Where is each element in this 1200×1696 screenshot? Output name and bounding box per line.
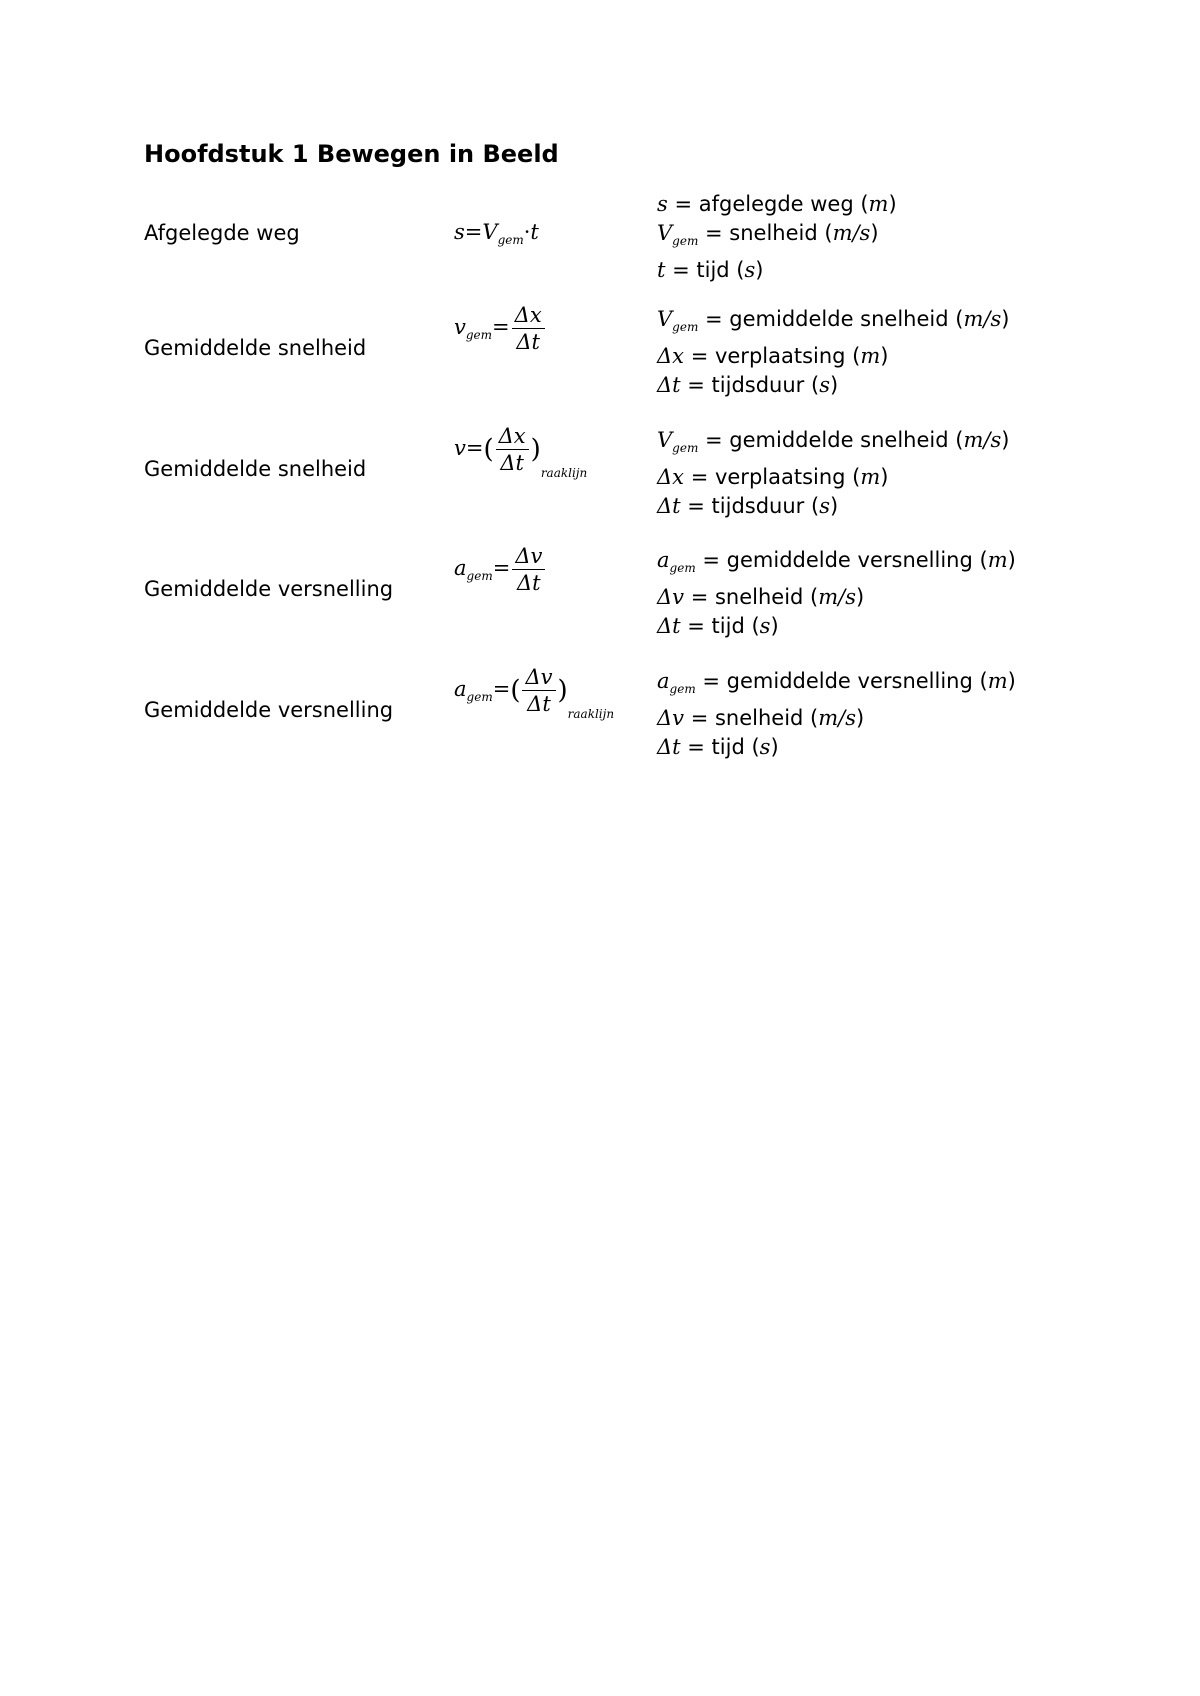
row-label: Afgelegde weg — [144, 221, 300, 245]
definition-item — [657, 371, 1009, 400]
def-subscript: gem — [669, 561, 696, 575]
def-close: ) — [888, 192, 897, 216]
formula — [454, 544, 547, 595]
formula-fraction — [496, 424, 529, 475]
def-unit: s — [759, 614, 771, 638]
def-close: ) — [856, 706, 865, 730]
def-close: ) — [1001, 428, 1010, 452]
formula-equals: = — [464, 220, 483, 244]
def-unit: s — [759, 735, 771, 759]
definition-list — [657, 190, 897, 285]
def-symbol: Δv — [657, 585, 685, 609]
definition-item — [657, 342, 1009, 371]
def-unit: s — [819, 494, 830, 518]
def-text: = tijd ( — [680, 735, 760, 759]
definition-item — [657, 704, 1016, 733]
def-symbol: s — [657, 192, 668, 216]
def-close: ) — [755, 258, 764, 282]
definition-item — [657, 305, 1009, 342]
def-symbol: Δt — [657, 494, 681, 518]
formula-lhs: v — [454, 436, 466, 460]
row-label: Gemiddelde snelheid — [144, 336, 367, 360]
def-text: = snelheid ( — [684, 706, 819, 730]
formula-fraction — [512, 544, 545, 595]
def-unit: m — [860, 344, 881, 368]
formula-raaklijn-subscript: raaklijn — [540, 466, 588, 480]
def-unit: m/s — [818, 585, 857, 609]
def-text: = tijdsduur ( — [680, 373, 820, 397]
def-close: ) — [829, 373, 839, 397]
formula-subscript: gem — [466, 690, 493, 704]
def-close: ) — [770, 735, 779, 759]
row-label: Gemiddelde versnelling — [144, 577, 394, 601]
def-unit: s — [744, 258, 756, 282]
formula-subscript: gem — [497, 233, 524, 247]
def-text: = gemiddelde snelheid ( — [698, 307, 964, 331]
formula-close-paren: ) — [530, 434, 541, 465]
definition-list — [657, 305, 1009, 400]
def-text: = gemiddelde versnelling ( — [695, 669, 988, 693]
formula-dot: · — [523, 220, 531, 244]
def-unit: m — [868, 192, 889, 216]
def-symbol: V — [657, 428, 673, 452]
def-symbol: Δt — [657, 735, 681, 759]
def-symbol: a — [657, 548, 670, 572]
formula — [454, 424, 587, 480]
definition-item — [657, 492, 1009, 521]
def-symbol: t — [657, 258, 666, 282]
definition-item — [657, 190, 897, 219]
def-symbol: Δv — [657, 706, 685, 730]
fraction-numerator: Δx — [512, 303, 545, 329]
def-unit: m/s — [963, 307, 1002, 331]
def-text: = tijdsduur ( — [680, 494, 820, 518]
formula-subscript: gem — [465, 328, 493, 342]
definition-item — [657, 667, 1016, 704]
def-close: ) — [856, 585, 865, 609]
def-unit: m — [987, 669, 1008, 693]
definition-item — [657, 612, 1016, 641]
def-subscript: gem — [669, 682, 696, 696]
def-unit: m/s — [963, 428, 1002, 452]
formula-subscript: gem — [466, 569, 493, 583]
row-label: Gemiddelde versnelling — [144, 698, 394, 722]
def-text: = tijd ( — [665, 258, 745, 282]
def-subscript: gem — [672, 320, 699, 334]
formula-symbol: t — [530, 220, 539, 244]
def-symbol: V — [657, 221, 673, 245]
def-symbol: Δx — [657, 465, 685, 489]
formula-lhs: v — [454, 315, 466, 339]
definition-item — [657, 583, 1016, 612]
def-text: = gemiddelde versnelling ( — [695, 548, 988, 572]
page-title: Hoofdstuk 1 Bewegen in Beeld — [144, 140, 559, 168]
def-text: = tijd ( — [680, 614, 760, 638]
fraction-numerator: Δv — [522, 665, 555, 691]
definition-item — [657, 463, 1009, 492]
def-text: = gemiddelde snelheid ( — [698, 428, 964, 452]
def-text: = snelheid ( — [684, 585, 819, 609]
formula-equals: = — [492, 315, 510, 339]
formula — [454, 665, 614, 721]
def-symbol: Δt — [657, 373, 681, 397]
definition-list — [657, 426, 1009, 521]
formula-close-paren: ) — [557, 675, 568, 706]
formula — [454, 220, 539, 247]
formula-equals: = — [492, 556, 511, 580]
formula-open-paren: ( — [483, 434, 494, 465]
def-text: = snelheid ( — [698, 221, 833, 245]
formula-fraction — [522, 665, 555, 716]
formula-lhs: a — [454, 677, 467, 701]
def-symbol: Δt — [657, 614, 681, 638]
formula-raaklijn-subscript: raaklijn — [567, 707, 615, 721]
formula-fraction — [512, 303, 545, 354]
formula-equals: = — [465, 436, 484, 460]
def-text: = verplaatsing ( — [684, 465, 861, 489]
fraction-numerator: Δv — [512, 544, 545, 570]
definition-item — [657, 219, 897, 256]
def-close: ) — [829, 494, 839, 518]
formula-lhs: s — [454, 220, 465, 244]
formula-symbol: V — [482, 220, 498, 244]
fraction-denominator: Δt — [527, 692, 551, 716]
definition-item — [657, 733, 1016, 762]
def-close: ) — [880, 465, 889, 489]
def-close: ) — [1007, 548, 1016, 572]
def-unit: s — [819, 373, 830, 397]
def-close: ) — [1007, 669, 1016, 693]
def-text: = afgelegde weg ( — [667, 192, 869, 216]
definition-item — [657, 546, 1016, 583]
def-symbol: V — [657, 307, 673, 331]
formula-equals: = — [492, 677, 511, 701]
def-close: ) — [870, 221, 879, 245]
row-label: Gemiddelde snelheid — [144, 457, 367, 481]
def-text: = verplaatsing ( — [684, 344, 861, 368]
definition-item — [657, 256, 897, 285]
def-close: ) — [880, 344, 889, 368]
fraction-numerator: Δx — [496, 424, 529, 450]
formula — [454, 303, 547, 354]
formula-open-paren: ( — [510, 675, 521, 706]
fraction-denominator: Δt — [517, 571, 541, 595]
def-subscript: gem — [672, 234, 699, 248]
def-unit: m — [987, 548, 1008, 572]
def-unit: m — [860, 465, 881, 489]
fraction-denominator: Δt — [516, 330, 540, 354]
def-symbol: Δx — [657, 344, 685, 368]
formula-lhs: a — [454, 556, 467, 580]
definition-item — [657, 426, 1009, 463]
def-symbol: a — [657, 669, 670, 693]
fraction-denominator: Δt — [500, 451, 524, 475]
def-subscript: gem — [672, 441, 699, 455]
definition-list — [657, 546, 1016, 641]
def-unit: m/s — [818, 706, 857, 730]
def-unit: m/s — [832, 221, 871, 245]
def-close: ) — [1001, 307, 1010, 331]
definition-list — [657, 667, 1016, 762]
def-close: ) — [770, 614, 779, 638]
